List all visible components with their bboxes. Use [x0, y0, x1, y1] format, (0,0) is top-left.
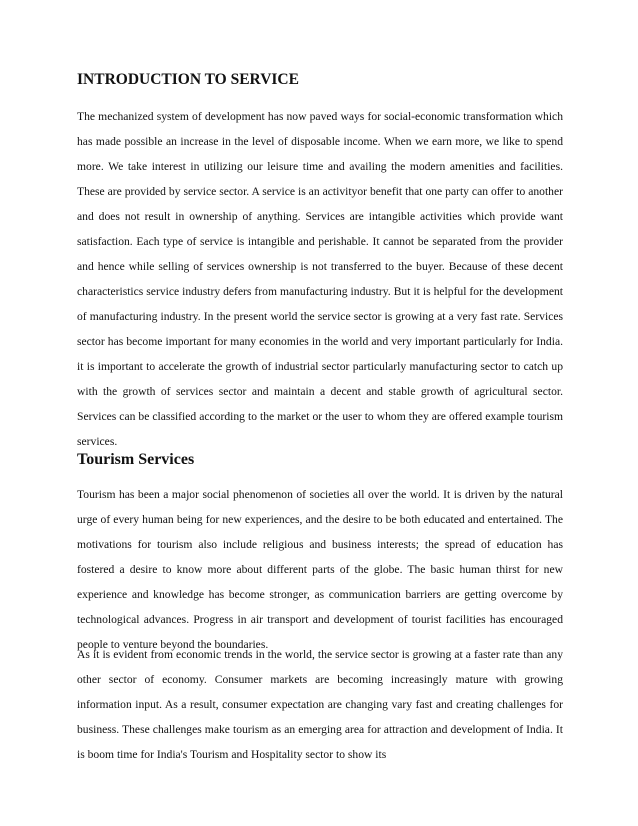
tourism-paragraph-2: As it is evident from economic trends in the world, the service sector is growing at a faster rate than any other sector of economy. Consumer markets are becoming increasingly mature with growing information input. As a result, consumer expectation are changing vary fast and creating challenges for business. These challenges make tourism as an emerging area for attraction and development of India. It is boom time for India's Tourism and Hospitality sector to show its	[77, 648, 563, 761]
tourism-paragraph-1: Tourism has been a major social phenomenon of societies all over the world. It is driven by the natural urge of every human being for new experiences, and the desire to be both educated and entertained. The motivations for tourism also include religious and business interests; the spread of education has fostered a desire to know more about different parts of the globe. The basic human thirst for new experience and knowledge has become stronger, as communication barriers are getting overcome by technological advances. Progress in air transport and development of tourist facilities has encouraged people to venture beyond the boundaries.	[77, 488, 563, 651]
intro-heading: INTRODUCTION TO SERVICE	[77, 71, 299, 88]
tourism-heading: Tourism Services	[77, 451, 195, 468]
intro-paragraph: The mechanized system of development has now paved ways for social-economic transformation which has made possible an increase in the level of disposable income. When we earn more, we like to spend more. We take interest in utilizing our leisure time and availing the modern amenities and facilities. These are provided by service sector. A service is an activityor benefit that one party can offer to another and does not result in ownership of anything. Services are intangible activities which provide want satisfaction. Each type of service is intangible and perishable. It cannot be separated from the provider and hence while selling of services ownership is not transferred to the buyer. Because of these decent characteristics service industry defers from manufacturing industry. But it is helpful for the development of manufacturing industry. In the present world the service sector is growing at a very fast rate. Services sector has become important for many economies in the world and very important particularly for India. it is important to accelerate the growth of industrial sector particularly manufacturing sector to catch up with the growth of services sector and maintain a decent and stable growth of agricultural sector. Services can be classified according to the market or the user to whom they are offered example tourism services.	[77, 110, 563, 448]
